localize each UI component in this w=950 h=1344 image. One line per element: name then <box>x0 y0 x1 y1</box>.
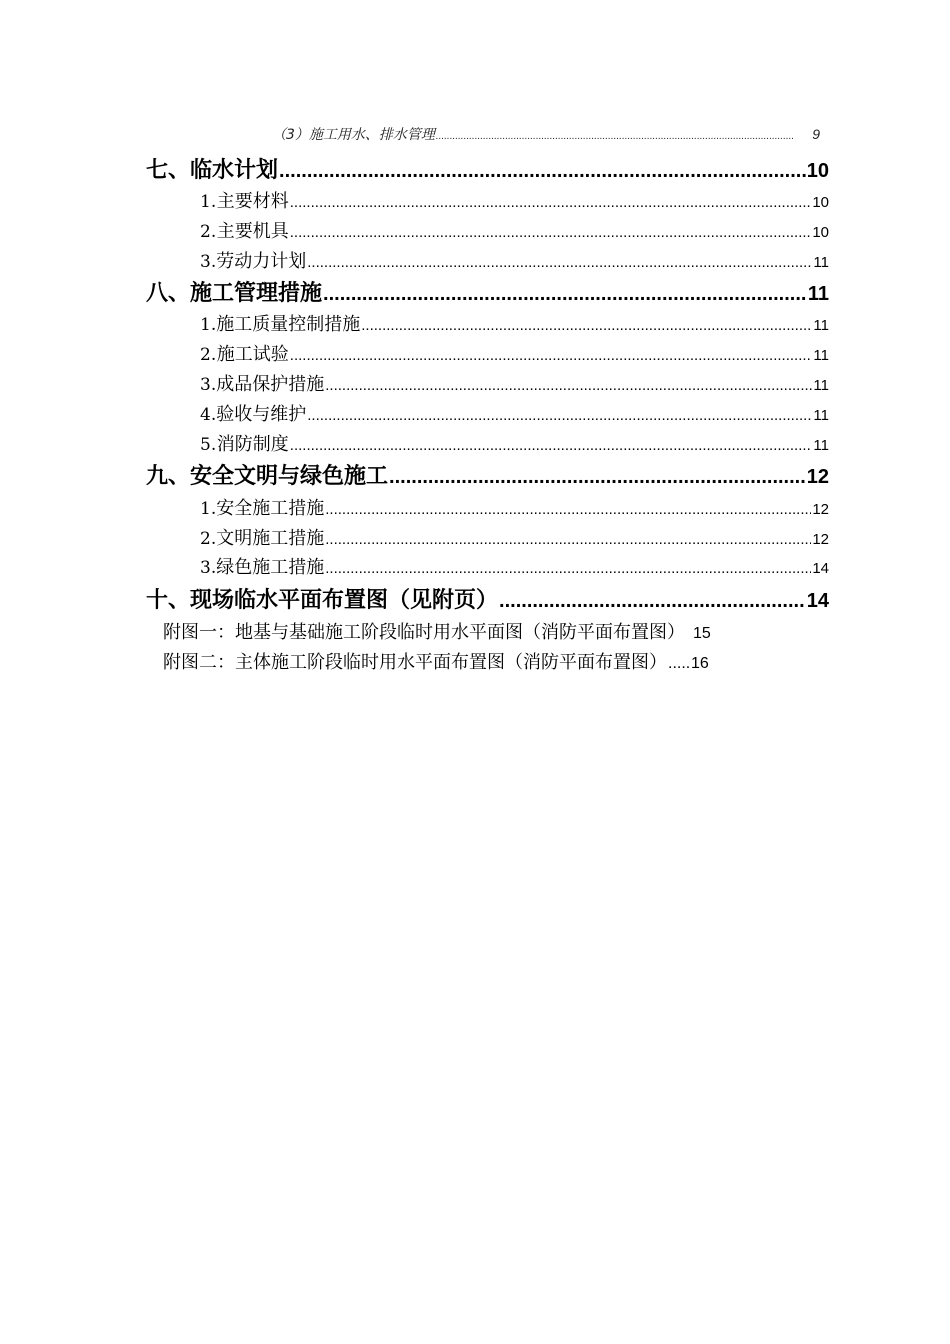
toc-entry-number: 八、 <box>146 281 191 306</box>
toc-entry-title: 施工试验 <box>216 344 289 365</box>
toc-entry[interactable] <box>272 124 820 146</box>
toc-entry-number: 2. <box>200 222 217 242</box>
toc-entry[interactable] <box>200 494 829 522</box>
toc-entry[interactable] <box>200 370 829 398</box>
toc-leader-dots <box>325 560 811 577</box>
toc-entry[interactable] <box>200 187 829 215</box>
toc-entry-title: 绿色施工措施 <box>216 557 325 578</box>
toc-leader-dots <box>307 407 812 424</box>
toc-leader-dots <box>361 317 812 334</box>
toc-entry-title: 附图二：主体施工阶段临时用水平面布置图（消防平面布置图） <box>163 652 667 673</box>
toc-appendix-entry[interactable] <box>163 618 829 646</box>
toc-entry[interactable] <box>200 430 829 458</box>
toc-entry-number: 2. <box>200 529 217 549</box>
toc-entry-page: 9 <box>812 126 820 142</box>
toc-leader-dots <box>307 254 812 271</box>
toc-entry-title: 临水计划 <box>190 158 279 183</box>
toc-entry-title: 施工用水、排水管理 <box>308 127 435 143</box>
toc-leader-dots <box>279 160 806 183</box>
toc-entry-page: 14 <box>806 590 829 612</box>
toc-entry-title: 安全施工措施 <box>216 498 325 519</box>
toc-entry-page: 12 <box>812 501 829 518</box>
toc-leader-dots <box>325 501 811 518</box>
toc-entry-page: 12 <box>806 466 829 488</box>
toc-leader-dots <box>668 655 690 673</box>
toc-entry[interactable] <box>200 217 829 245</box>
toc-leader-dots <box>325 531 811 548</box>
toc-entry-page: 11 <box>813 407 829 424</box>
toc-leader-dots <box>436 131 793 142</box>
toc-entry[interactable] <box>146 276 829 306</box>
toc-entry-title: 施工质量控制措施 <box>216 314 361 335</box>
toc-entry-number: 3. <box>200 558 217 578</box>
toc-entry-title: 安全文明与绿色施工 <box>190 464 389 489</box>
toc-entry-title: 主要机具 <box>216 221 289 242</box>
toc-entry-number: （3） <box>272 127 309 143</box>
toc-entry-page: 11 <box>813 347 829 364</box>
toc-entry[interactable] <box>200 553 829 581</box>
toc-entry[interactable] <box>146 459 829 489</box>
toc-leader-dots <box>389 466 806 489</box>
toc-entry-page: 11 <box>813 254 829 271</box>
toc-entry-number: 1. <box>200 315 217 335</box>
toc-entry-page: 11 <box>813 377 829 394</box>
toc-entry-number: 1. <box>200 192 217 212</box>
toc-entry-number: 七、 <box>146 158 191 183</box>
toc-entry[interactable] <box>200 310 829 338</box>
toc-leader-dots <box>323 283 807 306</box>
toc-entry-page: 11 <box>813 317 829 334</box>
toc-entry-page: 10 <box>806 160 829 182</box>
toc-entry-number: 3. <box>200 252 217 272</box>
toc-entry-page: 16 <box>691 655 709 672</box>
toc-leader-dots <box>290 347 813 364</box>
toc-entry[interactable] <box>200 340 829 368</box>
toc-entry-title: 劳动力计划 <box>216 251 307 272</box>
toc-entry-number: 2. <box>200 345 217 365</box>
toc-entry-number: 1. <box>200 499 217 519</box>
toc-entry-page: 12 <box>812 531 829 548</box>
toc-leader-dots <box>290 224 812 241</box>
toc-entry-page: 10 <box>812 194 829 211</box>
toc-entry-page: 14 <box>812 560 829 577</box>
toc-entry[interactable] <box>200 247 829 275</box>
toc-entry-title: 主要材料 <box>216 191 289 212</box>
toc-entry-page: 11 <box>813 437 829 454</box>
toc-entry-title: 施工管理措施 <box>190 281 323 306</box>
toc-entry-title: 消防制度 <box>216 434 289 455</box>
toc-leader-dots <box>499 590 806 613</box>
toc-entry[interactable] <box>146 153 829 183</box>
toc-entry-title: 附图一：地基与基础施工阶段临时用水平面图（消防平面布置图） <box>163 622 685 643</box>
toc-entry-number: 5. <box>200 435 217 455</box>
toc-appendix-entry[interactable] <box>163 648 829 676</box>
toc-leader-dots <box>290 437 813 454</box>
toc-entry-number: 3. <box>200 375 217 395</box>
toc-entry-title: 现场临水平面布置图（见附页） <box>190 588 499 613</box>
toc-leader-dots <box>290 194 812 211</box>
toc-entry-page: 10 <box>812 224 829 241</box>
toc-leader-dots <box>325 377 812 394</box>
toc-entry-title: 文明施工措施 <box>216 528 325 549</box>
toc-entry[interactable] <box>200 524 829 552</box>
toc-entry-page: 11 <box>807 283 829 305</box>
toc-entry-page: 15 <box>693 625 711 642</box>
toc-entry-title: 验收与维护 <box>216 404 307 425</box>
toc-entry[interactable] <box>200 400 829 428</box>
toc-entry[interactable] <box>146 583 829 613</box>
toc-entry-number: 十、 <box>146 588 191 613</box>
toc-entry-title: 成品保护措施 <box>216 374 325 395</box>
toc-entry-number: 4. <box>200 405 217 425</box>
toc-entry-number: 九、 <box>146 464 191 489</box>
